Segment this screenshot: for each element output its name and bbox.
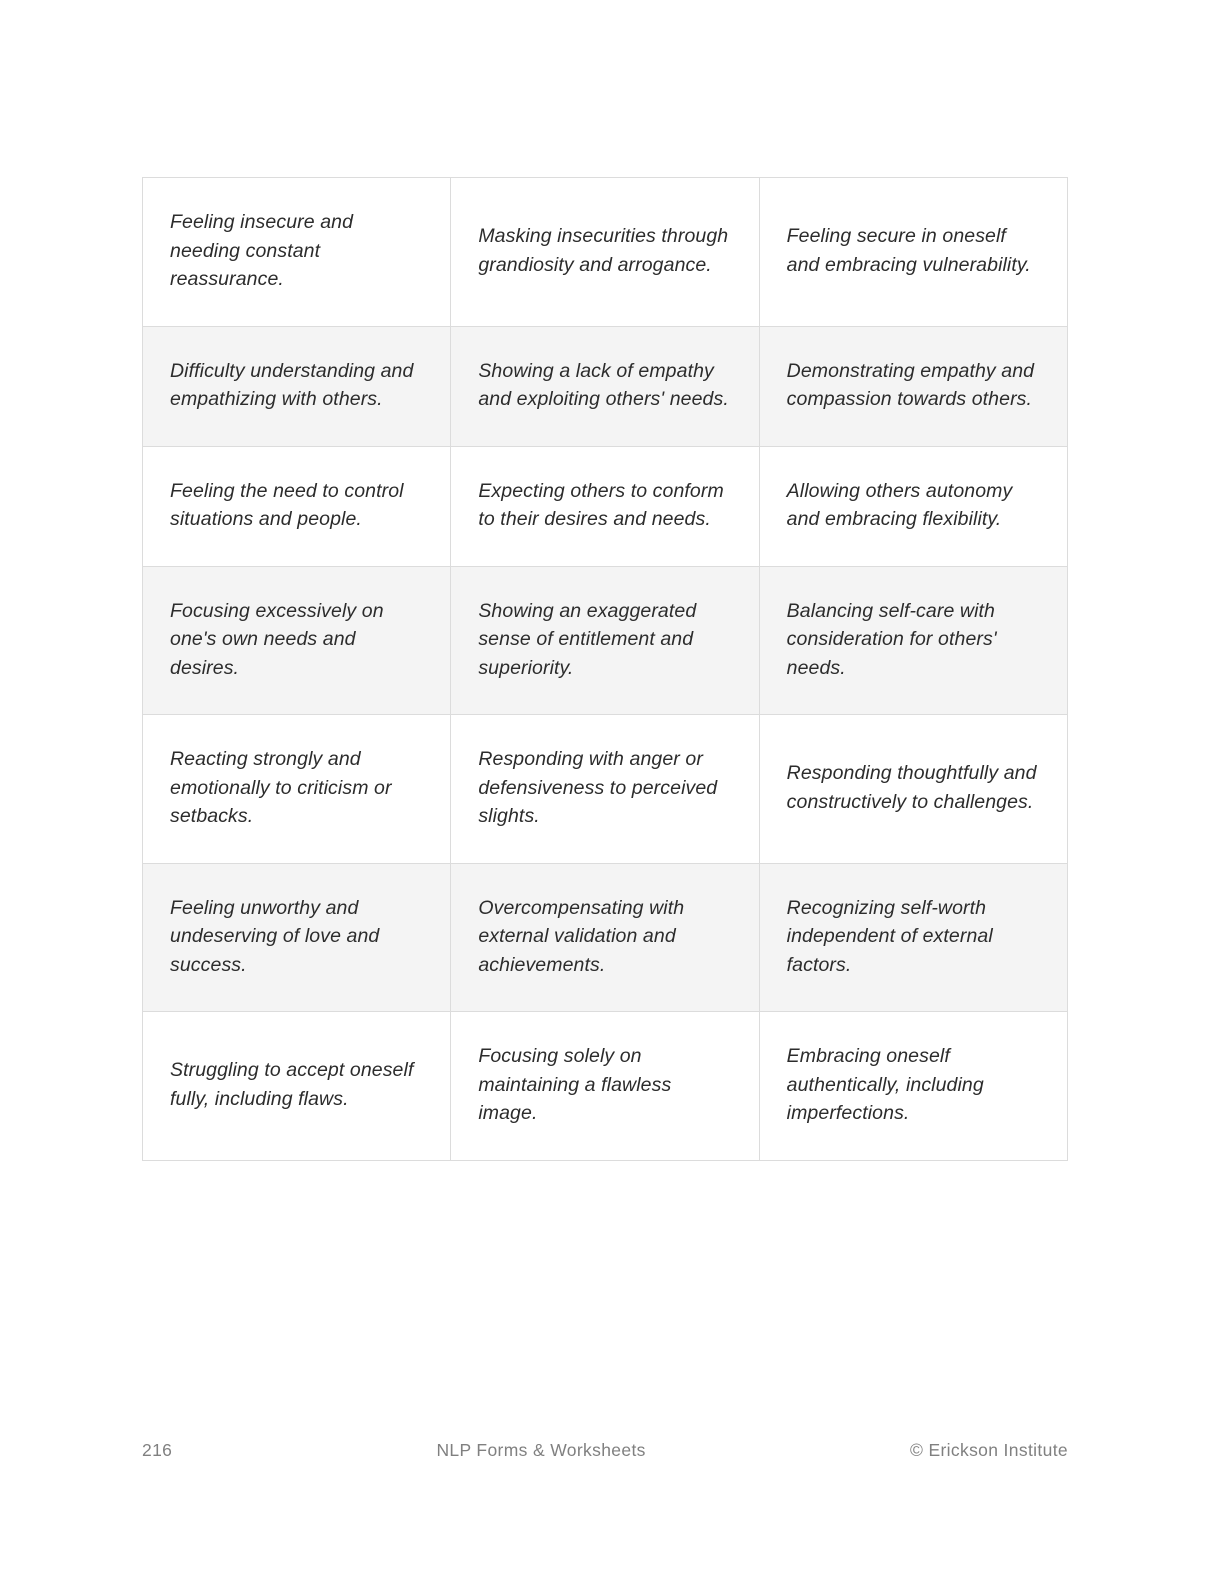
- table-row: [143, 715, 1068, 864]
- table-cell: [143, 715, 451, 864]
- cell-text: Showing a lack of empathy and exploiting others' needs.: [478, 359, 729, 410]
- table-cell: [143, 1012, 451, 1161]
- table-row: [143, 178, 1068, 327]
- table-cell: [759, 863, 1067, 1012]
- table-cell: [143, 178, 451, 327]
- table-cell: [143, 446, 451, 566]
- table-row: [143, 566, 1068, 715]
- footer-copyright: © Erickson Institute: [909, 1439, 1068, 1460]
- table-cell: [451, 446, 759, 566]
- cell-text: Allowing others autonomy and embracing flexibility.: [786, 479, 1013, 530]
- cell-text: Demonstrating empathy and compassion towards others.: [786, 359, 1035, 410]
- table-row: [143, 863, 1068, 1012]
- table-cell: [759, 566, 1067, 715]
- table-cell: [759, 326, 1067, 446]
- table-cell: [143, 326, 451, 446]
- cell-text: Feeling the need to control situations and people.: [170, 479, 404, 530]
- table-row: [143, 446, 1068, 566]
- cell-text: Difficulty understanding and empathizing with others.: [170, 359, 414, 410]
- table-cell: [451, 863, 759, 1012]
- table-cell: [759, 1012, 1067, 1161]
- cell-text: Balancing self-care with consideration for others' needs.: [786, 599, 997, 679]
- worksheet-table-body: [143, 178, 1068, 1161]
- cell-text: Struggling to accept oneself fully, including flaws.: [170, 1059, 414, 1110]
- worksheet-table-container: [142, 177, 1068, 1161]
- table-cell: [143, 566, 451, 715]
- worksheet-table: [142, 177, 1068, 1161]
- page-footer: [142, 1435, 1068, 1465]
- cell-text: Focusing solely on maintaining a flawless image.: [478, 1045, 672, 1124]
- cell-text: Responding thoughtfully and constructively to challenges.: [786, 762, 1037, 813]
- table-row: [143, 326, 1068, 446]
- cell-text: Feeling secure in oneself and embracing vulnerability.: [786, 225, 1031, 276]
- table-cell: [759, 715, 1067, 864]
- cell-text: Recognizing self-worth independent of external factors.: [786, 896, 993, 976]
- footer-document-title: NLP Forms & Worksheets: [436, 1439, 646, 1460]
- table-cell: [759, 446, 1067, 566]
- cell-text: Feeling unworthy and undeserving of love and success.: [170, 896, 380, 976]
- cell-text: Masking insecurities through grandiosity and arrogance.: [478, 225, 729, 276]
- cell-text: Focusing excessively on one's own needs and desires.: [170, 599, 384, 679]
- table-cell: [759, 178, 1067, 327]
- cell-text: Responding with anger or defensiveness to perceived slights.: [478, 748, 718, 827]
- cell-text: Expecting others to conform to their desires and needs.: [478, 479, 724, 530]
- table-cell: [451, 1012, 759, 1161]
- cell-text: Reacting strongly and emotionally to criticism or setbacks.: [170, 748, 392, 827]
- table-cell: [451, 178, 759, 327]
- table-cell: [451, 326, 759, 446]
- cell-text: Overcompensating with external validation and achievements.: [478, 896, 685, 976]
- table-cell: [143, 863, 451, 1012]
- table-cell: [451, 715, 759, 864]
- table-cell: [451, 566, 759, 715]
- cell-text: Showing an exaggerated sense of entitlement and superiority.: [478, 599, 697, 679]
- table-row: [143, 1012, 1068, 1161]
- cell-text: Embracing oneself authentically, including imperfections.: [786, 1045, 984, 1124]
- cell-text: Feeling insecure and needing constant reassurance.: [170, 211, 354, 290]
- footer-page-number: 216: [142, 1439, 173, 1460]
